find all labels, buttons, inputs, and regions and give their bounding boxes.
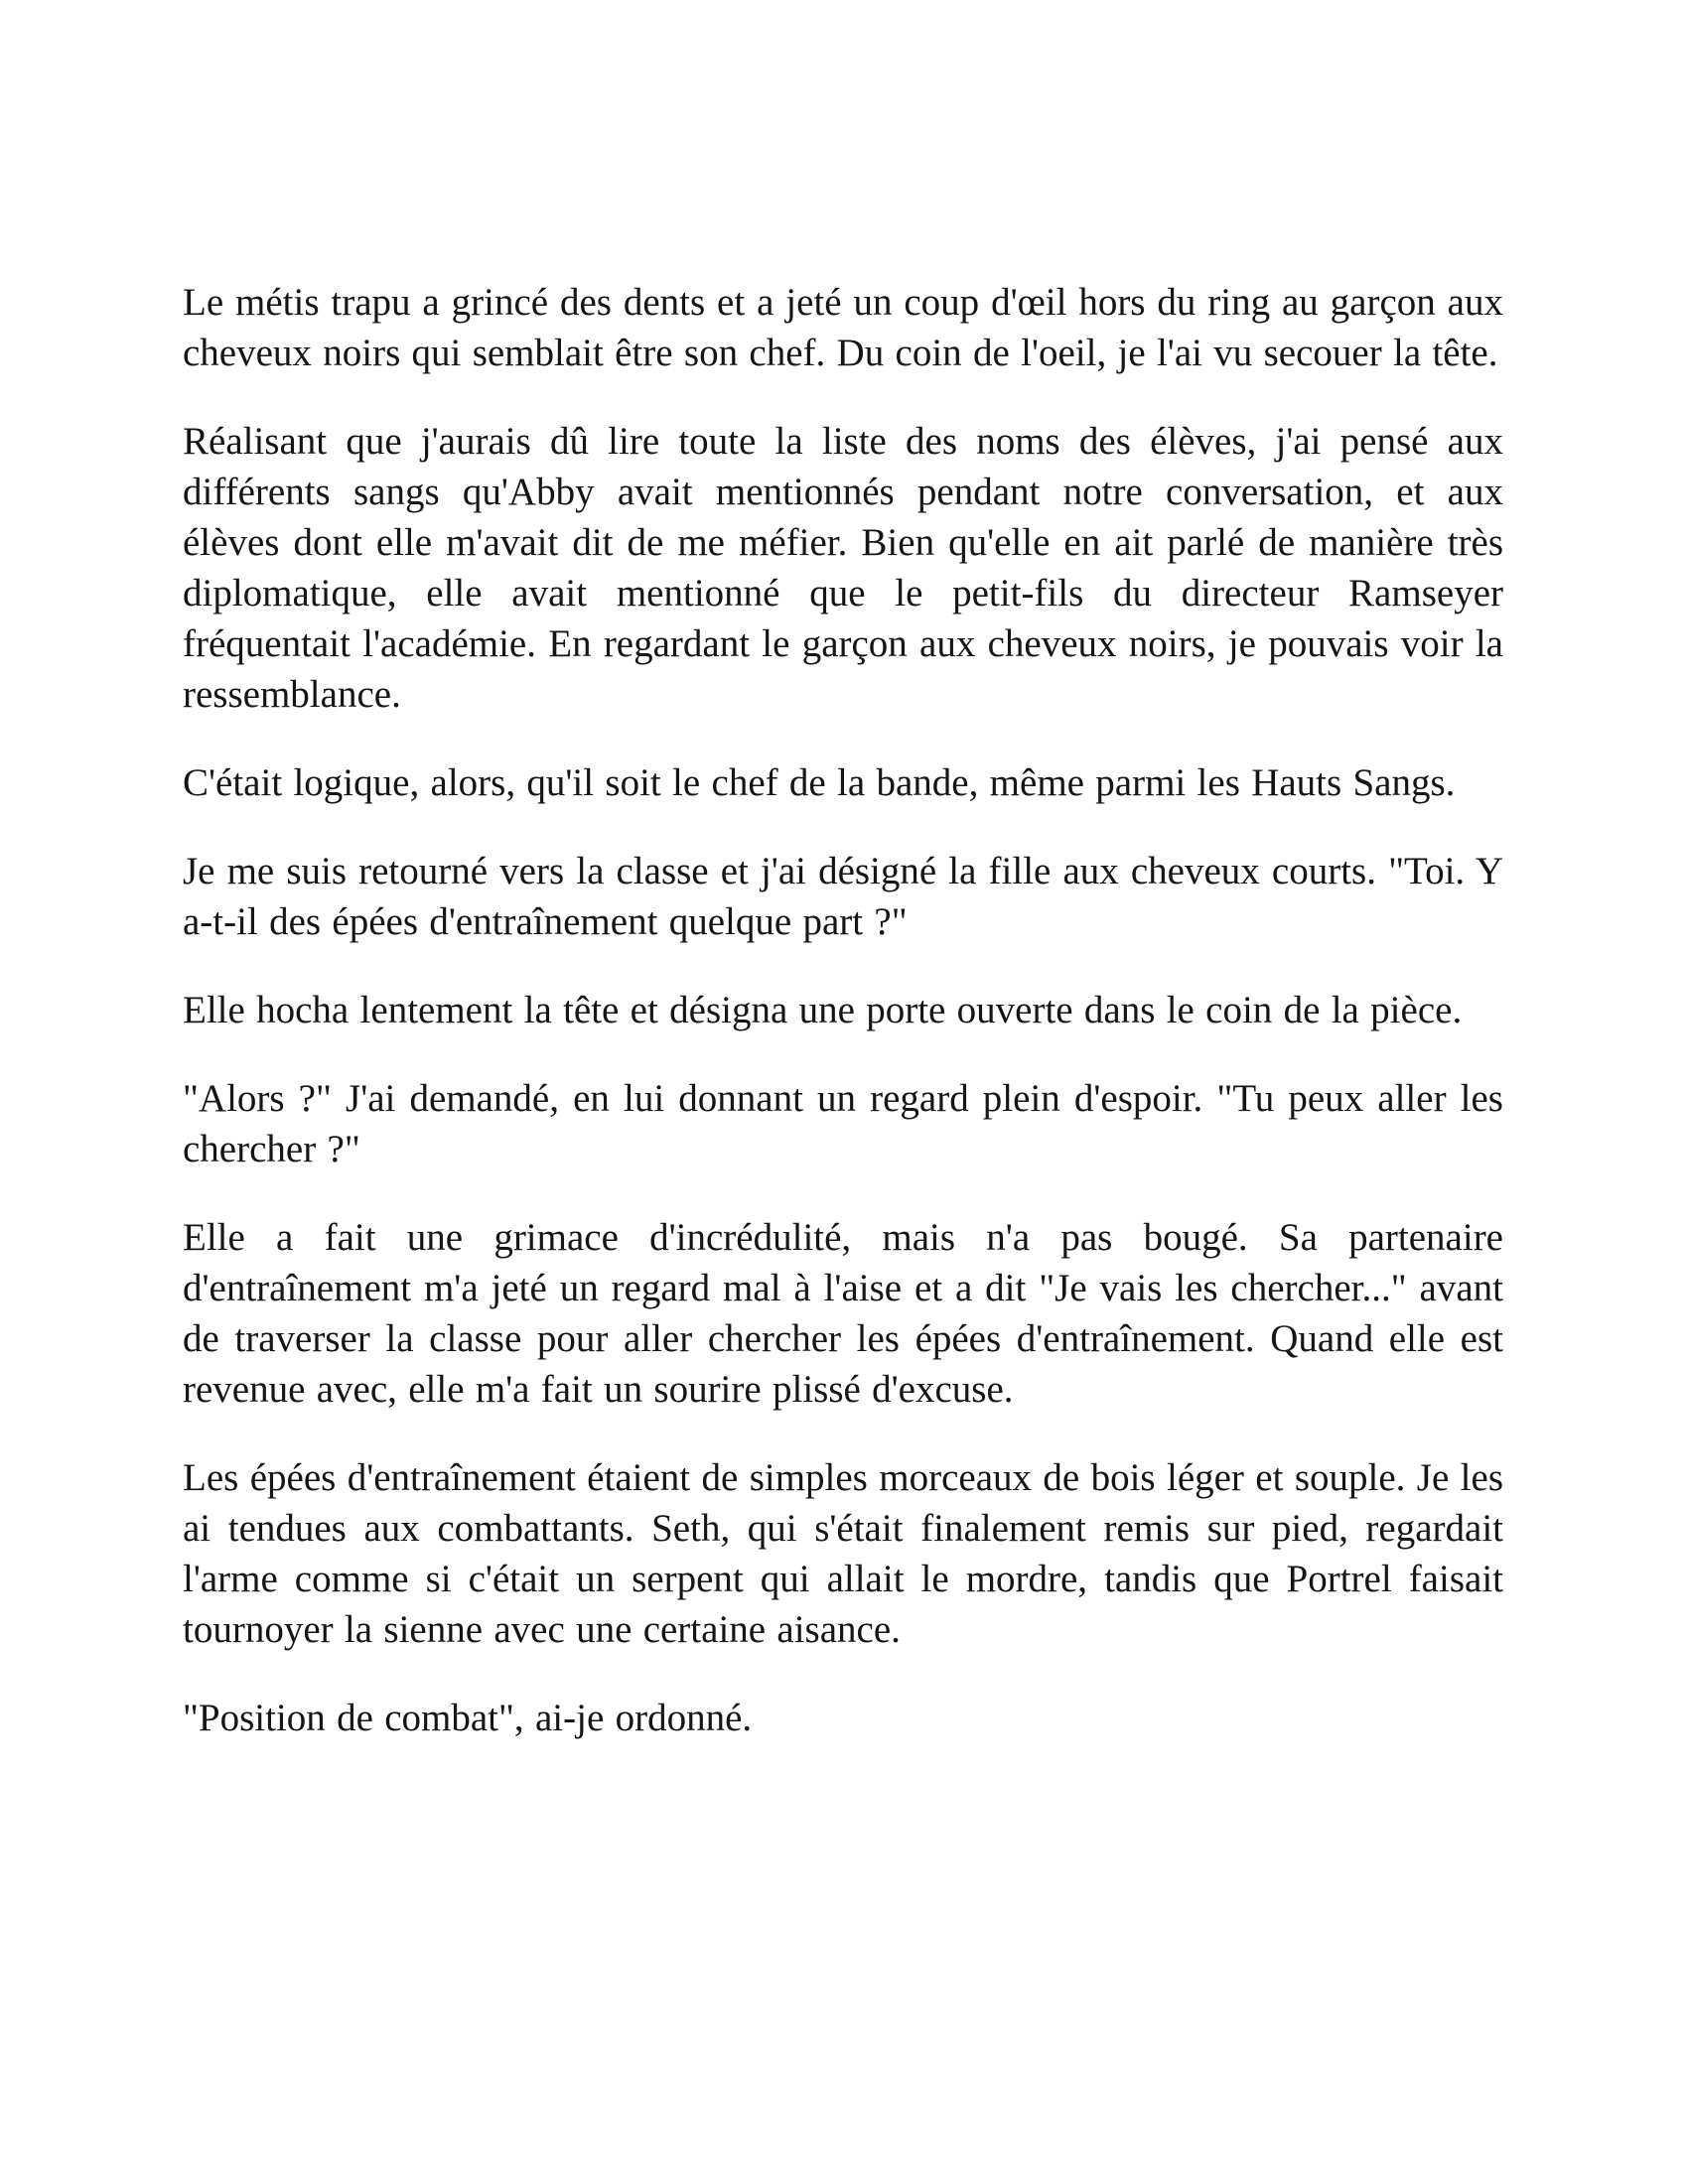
paragraph: Le métis trapu a grincé des dents et a jeté un coup d'œil hors du ring au garçon aux cheveux noirs qui semblait être son chef. Du coin de l'oeil, je l'ai vu secouer la tête. <box>183 281 1503 374</box>
paragraph: Réalisant que j'aurais dû lire toute la liste des noms des élèves, j'ai pensé aux différents sangs qu'Abby avait mentionnés pendant notre conversation, et aux élèves dont elle m'avait dit de me méfier. Bien qu'elle en ait parlé de manière très diplomatique, elle avait mentionné que le petit-fils du directeur Ramseyer fréquentait l'académie. En regardant le garçon aux cheveux noirs, je pouvais voir la ressemblance. <box>183 420 1503 716</box>
paragraph: "Position de combat", ai-je ordonné. <box>183 1697 753 1739</box>
paragraph: Elle a fait une grimace d'incrédulité, mais n'a pas bougé. Sa partenaire d'entraînement m'a jeté un regard mal à l'aise et a dit "Je vais les chercher..." avant de traverser la classe pour aller chercher les épées d'entraînement. Quand elle est revenue avec, elle m'a fait un sourire plissé d'excuse. <box>183 1216 1503 1411</box>
paragraph: "Alors ?" J'ai demandé, en lui donnant un regard plein d'espoir. "Tu peux aller les chercher ?" <box>183 1077 1503 1170</box>
paragraph: Les épées d'entraînement étaient de simples morceaux de bois léger et souple. Je les ai tendues aux combattants. Seth, qui s'était finalement remis sur pied, regardait l'arme comme si c'était un serpent qui allait le mordre, tandis que Portrel faisait tournoyer la sienne avec une certaine aisance. <box>183 1456 1503 1651</box>
paragraph: C'était logique, alors, qu'il soit le chef de la bande, même parmi les Hauts Sangs. <box>183 761 1456 804</box>
paragraph: Je me suis retourné vers la classe et j'ai désigné la fille aux cheveux courts. "Toi. Y a-t-il des épées d'entraînement quelque part ?" <box>183 850 1503 943</box>
paragraph: Elle hocha lentement la tête et désigna une porte ouverte dans le coin de la pièce. <box>183 989 1463 1031</box>
